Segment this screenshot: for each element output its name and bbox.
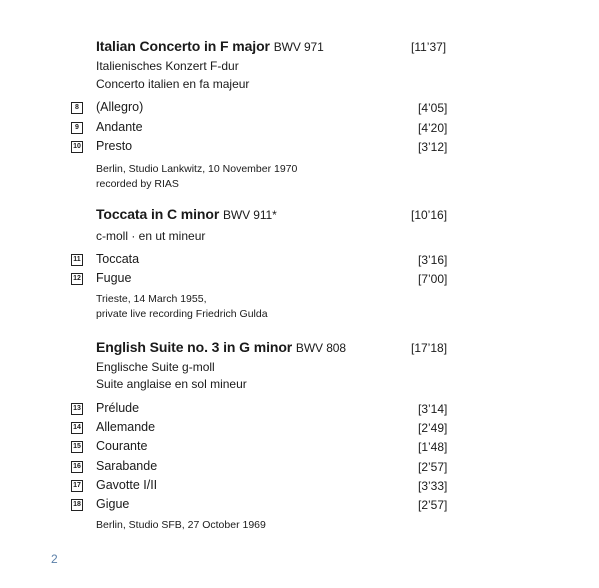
recording-note: Trieste, 14 March 1955, [96, 293, 207, 305]
track-number: 16 [71, 461, 83, 473]
track-title: Toccata [96, 252, 140, 266]
work-duration: [11’37] [411, 40, 447, 54]
track-title: (Allegro) [96, 100, 144, 114]
recording-note: recorded by RIAS [96, 178, 179, 190]
track-duration: [3’16] [418, 253, 448, 267]
track-title: Prélude [96, 401, 140, 415]
page-number: 2 [51, 552, 58, 566]
track-title: Gigue [96, 497, 130, 511]
track-number: 14 [71, 422, 83, 434]
work-title-text: Italian Concerto in F major [96, 38, 270, 54]
recording-note: Berlin, Studio Lankwitz, 10 November 1970 [96, 163, 298, 175]
track-duration: [2’57] [418, 460, 448, 474]
work-title [96, 38, 324, 54]
track-title: Allemande [96, 420, 156, 434]
track-title: Presto [96, 139, 133, 153]
track-number: 18 [71, 499, 83, 511]
track-duration: [3’33] [418, 479, 448, 493]
work-subtitle: c-moll · en ut mineur [96, 229, 206, 243]
work-bwv: BWV 911* [222, 208, 277, 222]
work-title [96, 206, 277, 222]
work-bwv: BWV 808 [295, 341, 346, 355]
track-duration: [1’48] [418, 440, 448, 454]
work-subtitle: Concerto italien en fa majeur [96, 77, 250, 91]
track-title: Courante [96, 439, 148, 453]
recording-note: private live recording Friedrich Gulda [96, 308, 268, 320]
track-number: 12 [71, 273, 83, 285]
work-duration: [10’16] [411, 208, 448, 222]
work-subtitle: Italienisches Konzert F-dur [96, 59, 239, 73]
work-title-text: Toccata in C minor [96, 206, 220, 222]
track-number: 10 [71, 141, 83, 153]
work-title-text: English Suite no. 3 in G minor [96, 339, 293, 355]
track-title: Fugue [96, 271, 132, 285]
work-title [96, 339, 346, 355]
work-subtitle: Englische Suite g-moll [96, 360, 215, 374]
track-number: 11 [71, 254, 83, 266]
track-duration: [2’49] [418, 421, 448, 435]
track-number: 15 [71, 441, 83, 453]
track-duration: [7’00] [418, 272, 448, 286]
work-duration: [17’18] [411, 341, 448, 355]
track-number: 9 [71, 122, 83, 134]
track-title: Sarabande [96, 459, 158, 473]
recording-note: Berlin, Studio SFB, 27 October 1969 [96, 519, 266, 531]
track-duration: [3’14] [418, 402, 448, 416]
track-number: 8 [71, 102, 83, 114]
track-title: Andante [96, 120, 143, 134]
track-duration: [2’57] [418, 498, 448, 512]
work-bwv: BWV 971 [273, 40, 324, 54]
work-subtitle: Suite anglaise en sol mineur [96, 377, 247, 391]
track-title: Gavotte I/II [96, 478, 158, 492]
track-duration: [4’20] [418, 121, 448, 135]
track-duration: [4’05] [418, 101, 448, 115]
track-number: 13 [71, 403, 83, 415]
track-number: 17 [71, 480, 83, 492]
track-duration: [3’12] [418, 140, 448, 154]
